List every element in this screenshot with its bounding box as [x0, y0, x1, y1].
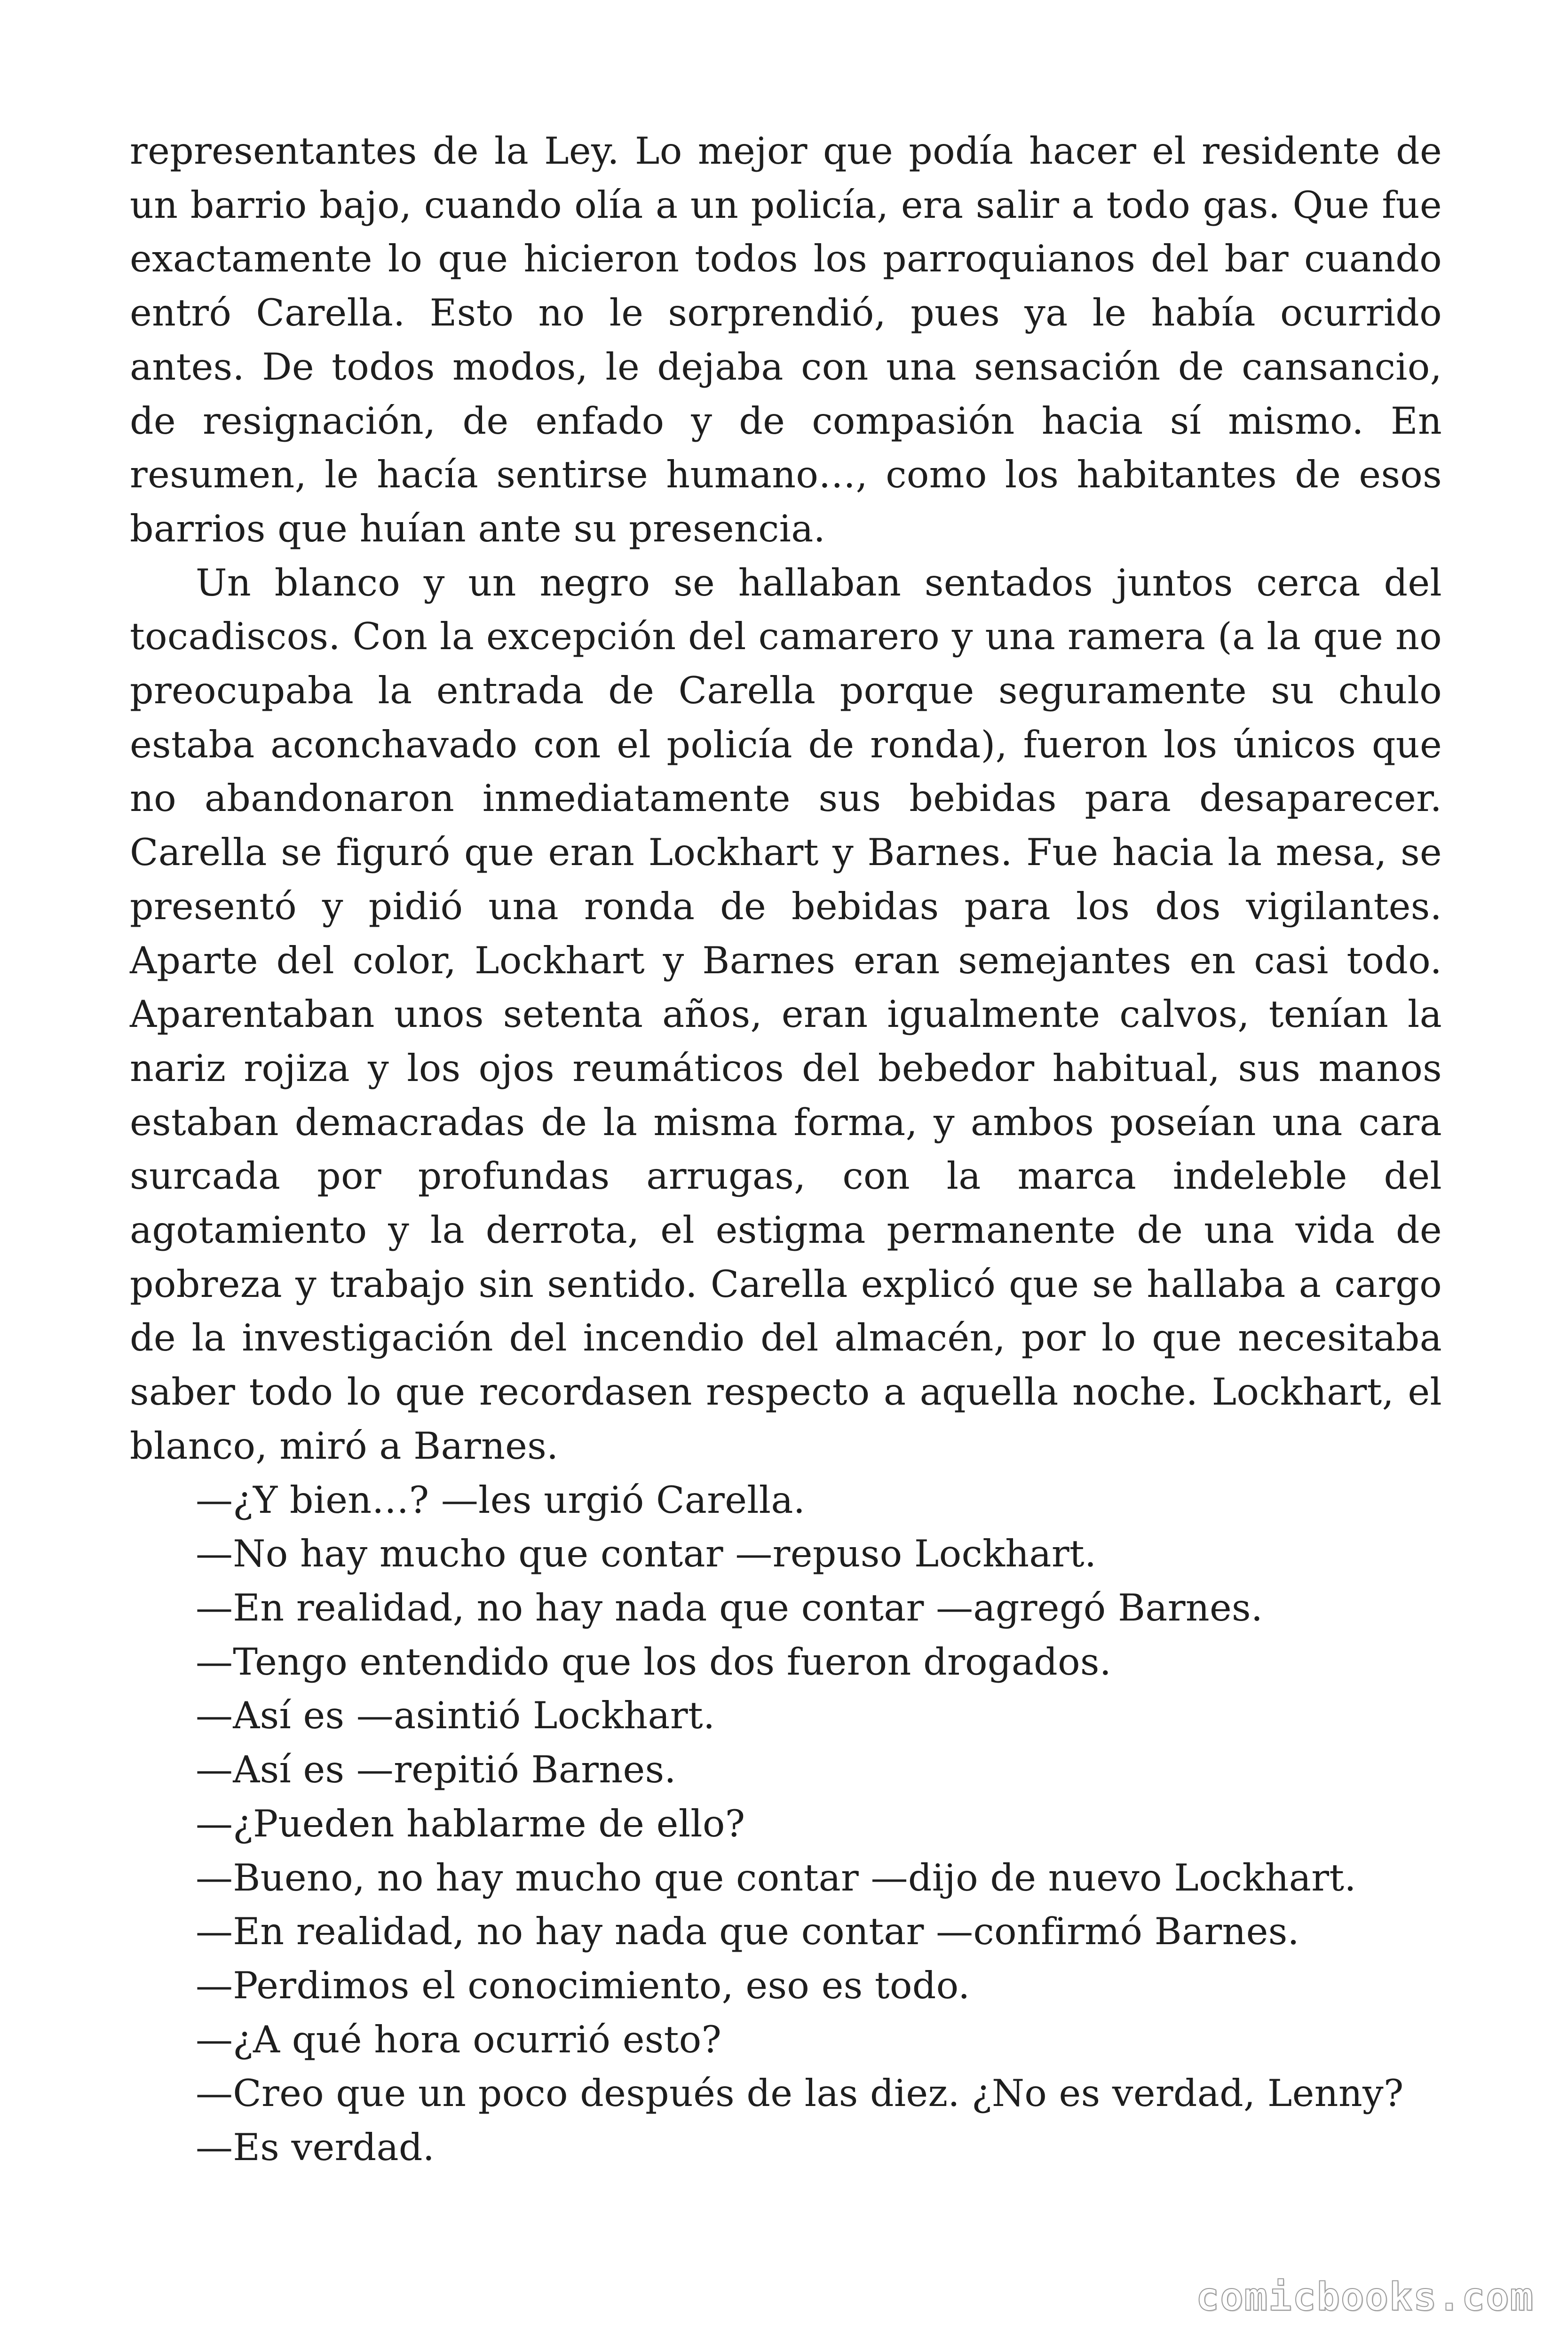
dialogue-line: —Bueno, no hay mucho que contar —dijo de nuevo Lockhart. — [196, 1856, 1356, 1899]
dialogue-line: —¿Y bien…? —les urgió Carella. — [196, 1478, 806, 1522]
watermark-logo: comicbooks.com — [1196, 2275, 1534, 2320]
dialogue-line: —Creo que un poco después de las diez. ¿No es verdad, Lenny? — [196, 2072, 1404, 2115]
dialogue-line: —En realidad, no hay nada que contar —agregó Barnes. — [196, 1586, 1263, 1629]
dialogue-line: —Es verdad. — [196, 2126, 435, 2169]
dialogue-line: —No hay mucho que contar —repuso Lockhart. — [196, 1532, 1097, 1576]
paragraph: Un blanco y un negro se hallaban sentados juntos cerca del tocadiscos. Con la excepción del camarero y una ramera (a la que no preocupaba la entrada de Carella porque seguramente su chulo estaba aconchavado con el policía de ronda), fueron los únicos que no abandonaron inmediatamente sus bebidas para desaparecer. Carella se figuró que eran Lockhart y Barnes. Fue hacia la mesa, se presentó y pidió una ronda de bebidas para los dos vigilantes. Aparte del color, Lockhart y Barnes eran semejantes en casi todo. Aparentaban unos setenta años, eran igualmente calvos, tenían la nariz rojiza y los ojos reumáticos del bebedor habitual, sus manos estaban demacradas de la misma forma, y ambos poseían una cara surcada por profundas arrugas, con la marca indeleble del agotamiento y la derrota, el estigma permanente de una vida de pobreza y trabajo sin sentido. Carella explicó que se hallaba a cargo de la investigación del incendio del almacén, por lo que necesitaba saber todo lo que recordasen respecto a aquella noche. Lockhart, el blanco, miró a Barnes. — [130, 561, 1442, 1468]
dialogue-line: —¿A qué hora ocurrió esto? — [196, 2018, 722, 2061]
dialogue-line: —Tengo entendido que los dos fueron drogados. — [196, 1640, 1112, 1684]
paragraph: representantes de la Ley. Lo mejor que podía hacer el residente de un barrio bajo, cuando olía a un policía, era salir a todo gas. Que fue exactamente lo que hicieron todos los parroquianos del bar cuando entró Carella. Esto no le sorprendió, pues ya le había ocurrido antes. De todos modos, le dejaba con una sensación de cansancio, de resignación, de enfado y de compasión hacia sí mismo. En resumen, le hacía sentirse humano…, como los habitantes de esos barrios que huían ante su presencia. — [130, 129, 1442, 550]
book-page-text — [130, 124, 1442, 2175]
dialogue-line: —Así es —repitió Barnes. — [196, 1748, 676, 1792]
dialogue-line: —Perdimos el conocimiento, eso es todo. — [196, 1963, 970, 2007]
dialogue-line: —Así es —asintió Lockhart. — [196, 1694, 715, 1738]
dialogue-line: —¿Pueden hablarme de ello? — [196, 1802, 745, 1845]
dialogue-line: —En realidad, no hay nada que contar —confirmó Barnes. — [196, 1910, 1299, 1954]
